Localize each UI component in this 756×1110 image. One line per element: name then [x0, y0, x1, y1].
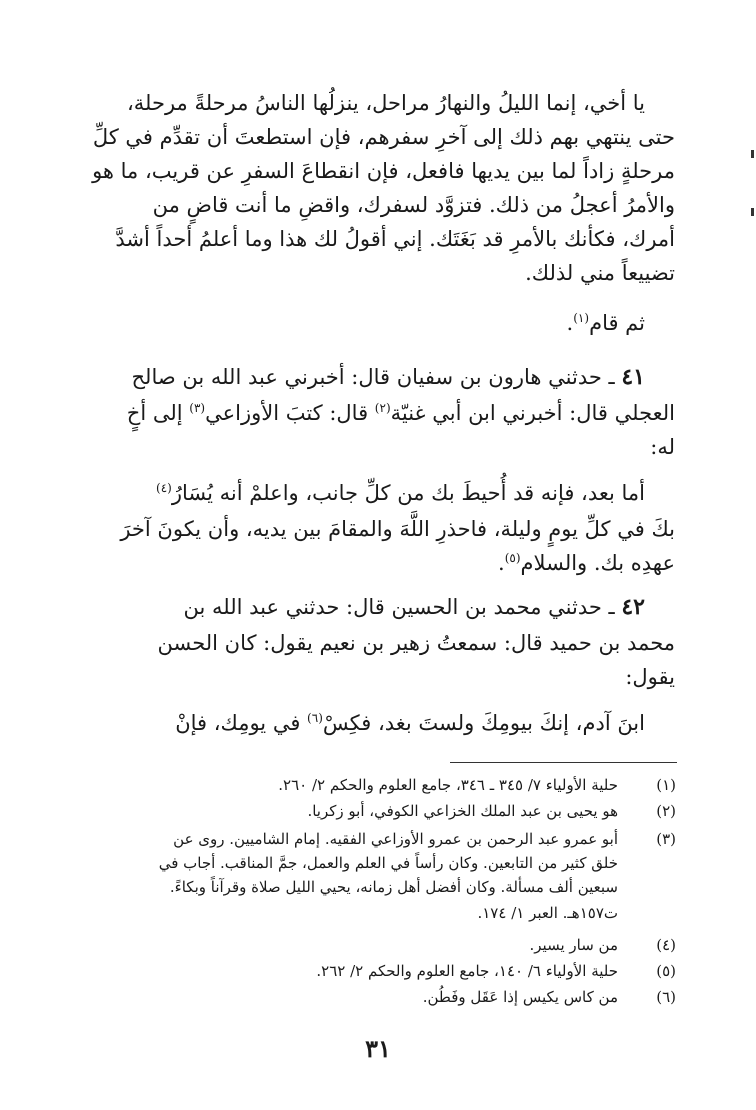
text-line: أمرك، فكأنك بالأمرِ قد بَغَتَك. إني أقولُ لك هذا وما أعلمُ أحداً أشدَّ	[115, 227, 675, 251]
footnote-text: من كاس يكيس إذا عَقَل وفَطُن.	[422, 988, 618, 1006]
footnote-text: حلية الأولياء ٦/ ١٤٠، جامع العلوم والحكم ٢/ ٢٦٢.	[316, 962, 618, 980]
quote-line	[120, 546, 675, 580]
text-span: .	[566, 311, 574, 335]
hadith-41-line	[120, 360, 645, 394]
footnote-text: سبعين ألف مسألة. وكان أفضل أهل زمانه، يحيي الليل صلاة وقرآناً وبكاءً.	[169, 878, 618, 896]
footnote-number: (١)	[656, 776, 676, 794]
hadith-41-line	[120, 396, 675, 430]
text-span: .	[498, 551, 505, 575]
quote-line	[120, 706, 645, 740]
page-number: ٣١	[365, 1034, 391, 1063]
text-span: قال: كتبَ الأوزاعي	[205, 401, 375, 425]
edge-mark	[751, 150, 754, 158]
text-line: والأمرُ أعجلُ من ذلك. فتزوَّد لسفرك، واقضِ ما أنت قاضٍ من	[152, 193, 675, 217]
footnote-ref[interactable]: (٤)	[156, 481, 172, 495]
footnote-number: (٥)	[656, 962, 676, 980]
quote-line	[120, 476, 645, 510]
footnote-ref[interactable]: (٣)	[189, 401, 206, 415]
hadith-number: ٤١	[621, 364, 645, 390]
footnote-text: من سار يسير.	[529, 936, 618, 954]
footnote-number: (٦)	[656, 988, 676, 1006]
footnote-ref[interactable]: (٢)	[374, 401, 391, 415]
footnote-text: هو يحيى بن عبد الملك الخزاعي الكوفي، أبو زكريا.	[307, 802, 618, 820]
footnote-number: (٣)	[656, 830, 676, 848]
edge-mark	[751, 208, 754, 216]
text-line: يقول:	[625, 665, 675, 689]
footnote-text: حلية الأولياء ٧/ ٣٤٥ ـ ٣٤٦، جامع العلوم والحكم ٢/ ٢٦٠.	[278, 776, 618, 794]
quote-line: بكَ في كلِّ يومٍ وليلة، فاحذرِ اللَّهَ والمقامَ بين يديه، وأن يكونَ آخرَ	[120, 517, 675, 541]
footnote-ref[interactable]: (١)	[573, 311, 590, 325]
text-line: تضييعاً مني لذلك.	[525, 261, 675, 285]
text-line: حتى ينتهي بهم ذلك إلى آخرِ سفرهم، فإن استطعتَ أن تقدِّم في كلِّ	[92, 125, 675, 149]
text-span: ابنَ آدم، إنكَ بيومِكَ ولستَ بغد، فكِسْ	[322, 711, 645, 735]
text-line: مرحلةٍ زاداً لما بين يديها فافعل، فإن انقطاعَ السفرِ عن قريب، ما هو	[92, 159, 675, 183]
text-span: إلى أخٍ	[126, 401, 190, 425]
footnote-text: أبو عمرو عبد الرحمن بن عمرو الأوزاعي الفقيه. إمام الشاميين. روى عن	[173, 830, 618, 848]
footnote-ref[interactable]: (٥)	[504, 551, 521, 565]
text-span: عهدِه بك. والسلام	[520, 551, 675, 575]
text-span: في يومِك، فإنْ	[175, 711, 308, 735]
text-span: ـ حدثني هارون بن سفيان قال: أخبرني عبد الله بن صالح	[131, 365, 615, 389]
hadith-number: ٤٢	[621, 594, 645, 620]
footnote-ref[interactable]: (٦)	[307, 711, 323, 725]
footnote-number: (٢)	[656, 802, 676, 820]
footnote-text: خلق كثير من التابعين. وكان رأساً في العلم والعمل، جمَّ المناقب. أجاب في	[158, 854, 618, 872]
text-span: ثم قام	[589, 311, 645, 335]
text-span: ـ حدثني محمد بن الحسين قال: حدثني عبد الله بن	[183, 595, 615, 619]
text-span: أما بعد، فإنه قد أُحيطَ بك من كلِّ جانب، واعلمْ أنه يُسَارُ	[171, 481, 645, 505]
footnote-text: ت١٥٧هـ. العبر ١/ ١٧٤.	[477, 904, 618, 922]
text-line: يا أخي، إنما الليلُ والنهارُ مراحل، ينزلُها الناسُ مرحلةً مرحلة،	[126, 91, 645, 115]
text-line: له:	[650, 435, 675, 459]
text-line	[120, 306, 645, 340]
hadith-42-line: محمد بن حميد قال: سمعتُ زهير بن نعيم يقول: كان الحسن	[157, 631, 675, 655]
text-span: العجلي قال: أخبرني ابن أبي غنيّة	[390, 401, 675, 425]
footnote-number: (٤)	[656, 936, 676, 954]
footnote-separator	[450, 762, 677, 763]
hadith-42-line	[120, 590, 645, 624]
